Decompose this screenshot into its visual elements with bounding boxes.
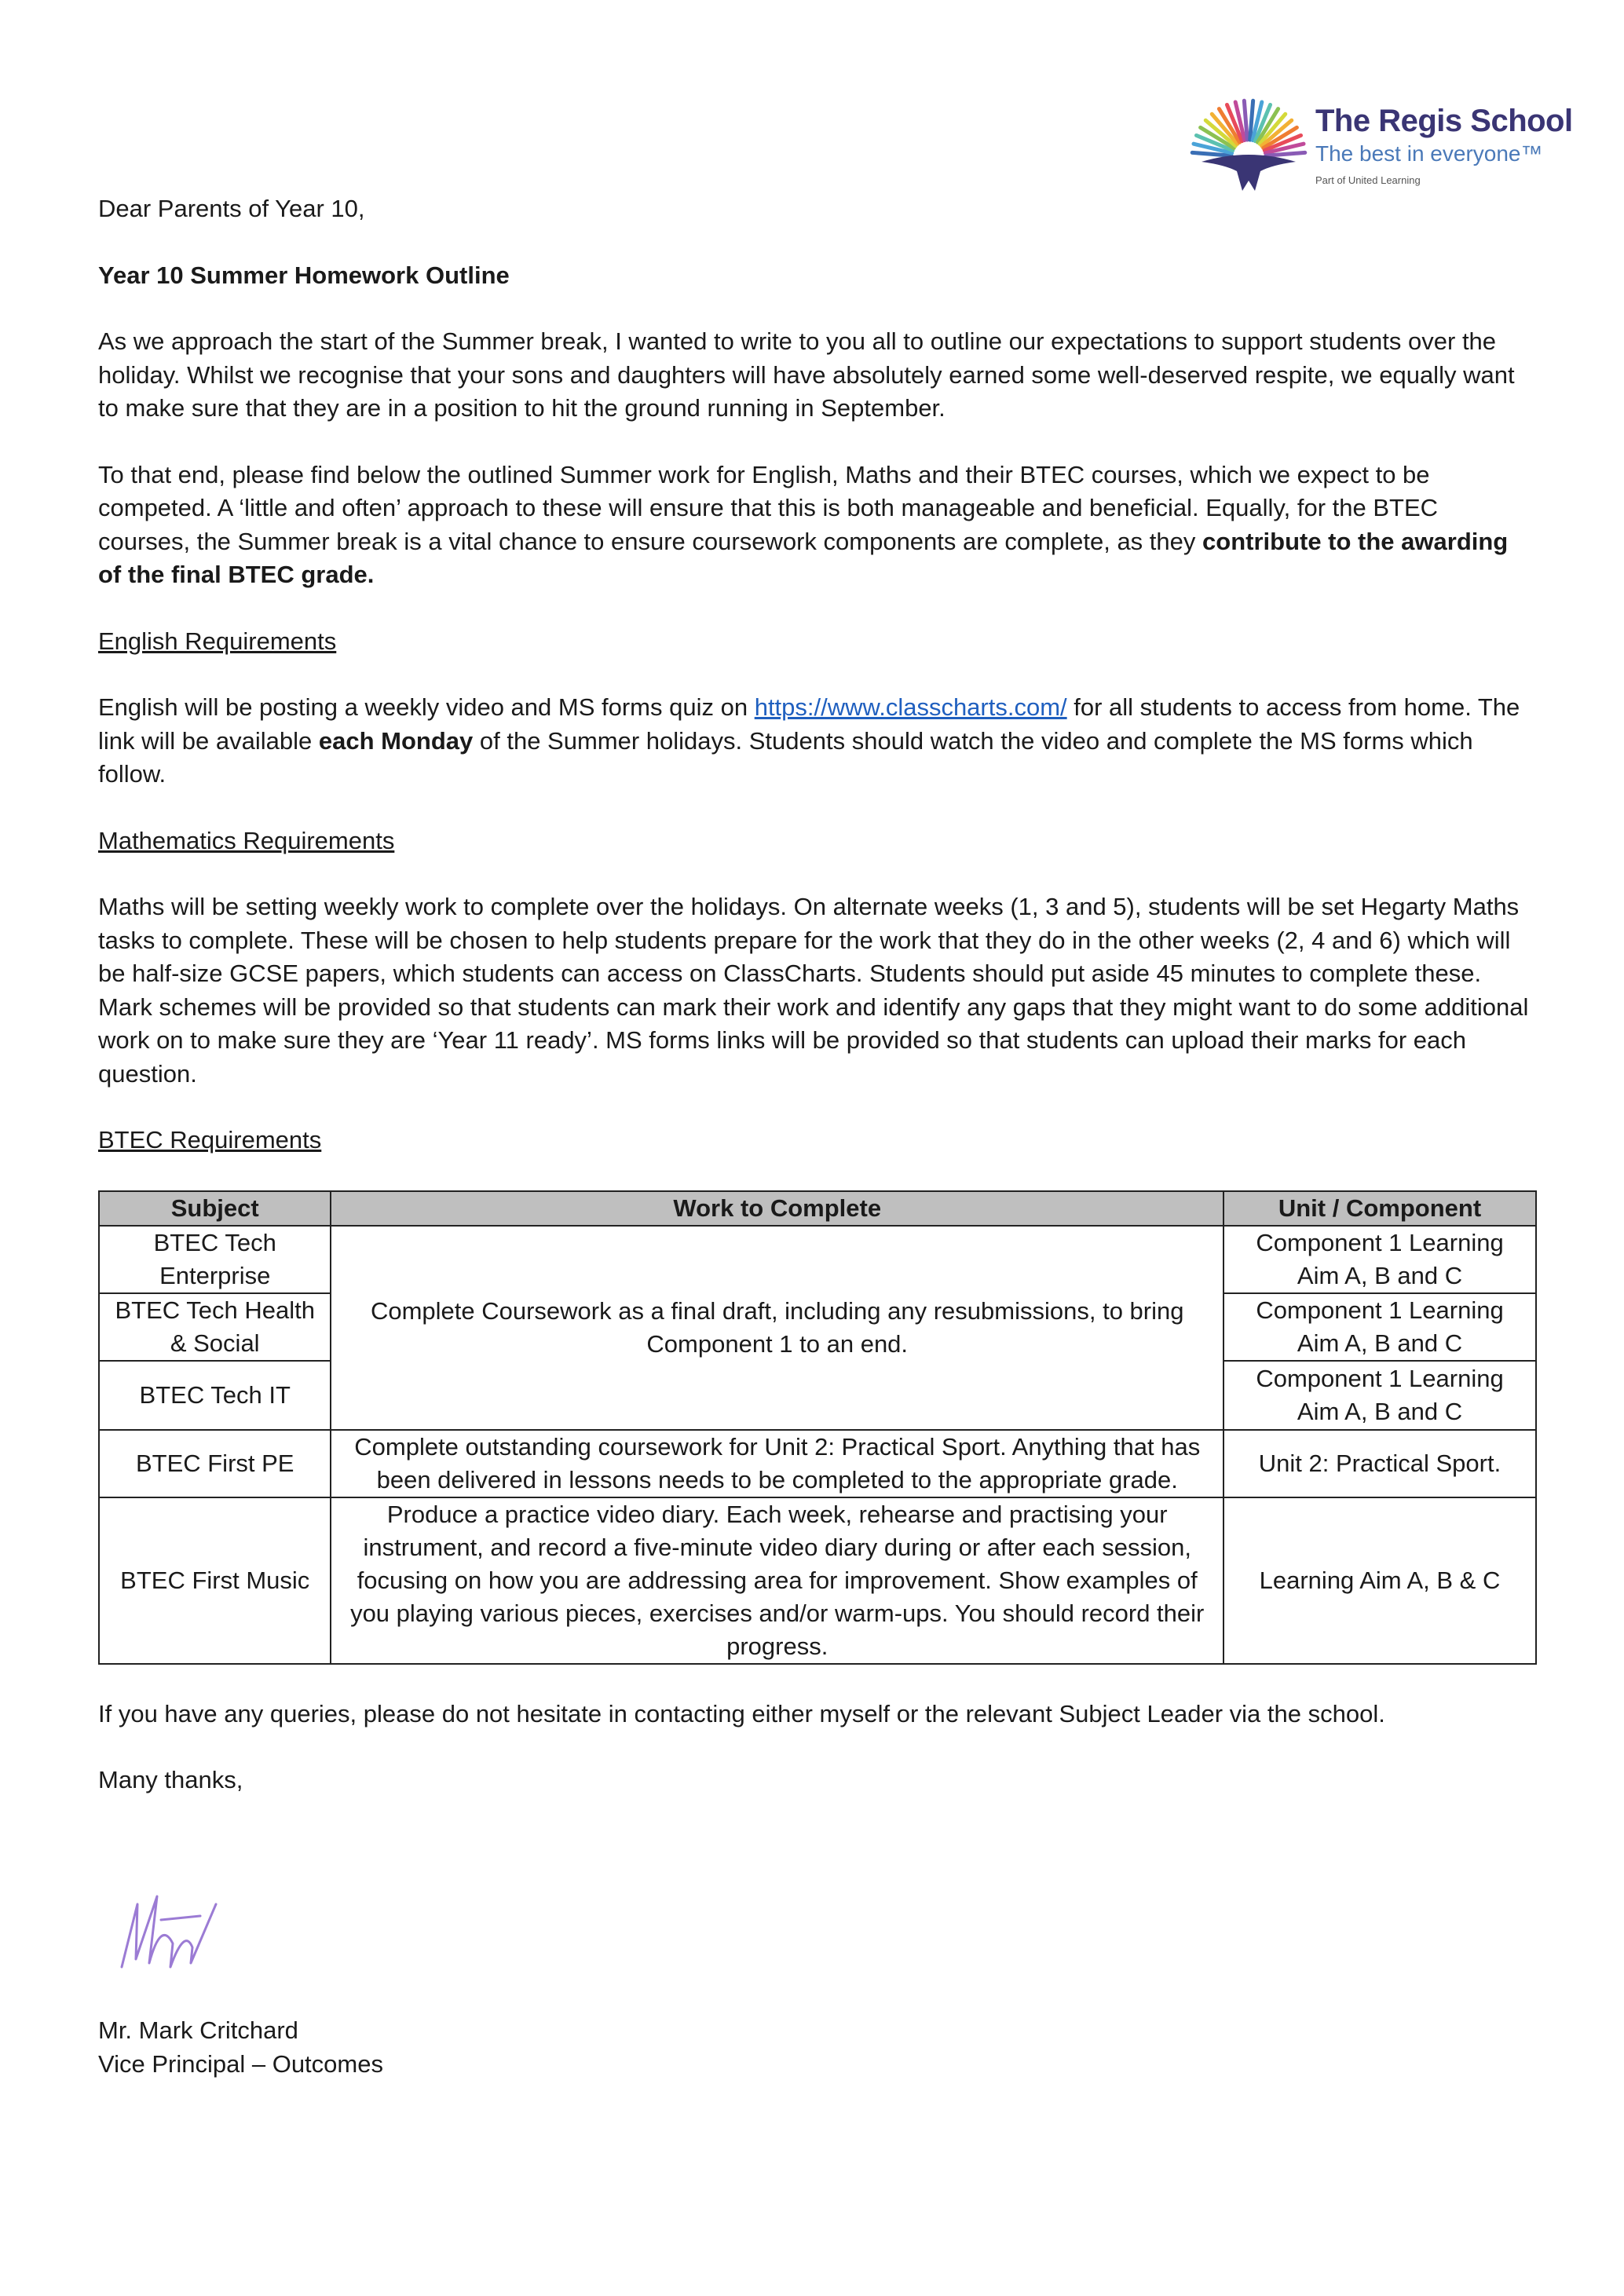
work-cell: Complete outstanding coursework for Unit 2: Practical Sport. Anything that has been delivered in lessons needs to be completed to the appropriate grade. — [331, 1430, 1223, 1497]
work-cell: Produce a practice video diary. Each week, rehearse and practising your instrument, and record a five-minute video diary during or after each session, focusing on how you are addressing area for improvement. Show examples of you playing various pieces, exercises and/or warm-ups. You should record their progress. — [331, 1497, 1223, 1664]
table-row — [99, 1430, 1536, 1497]
logo-subline: Part of United Learning — [1315, 174, 1421, 186]
maths-paragraph: Maths will be setting weekly work to complete over the holidays. On alternate weeks (1, 3 and 5), students will be set Hegarty Maths tasks to complete. These will be chosen to help students prepare for the work that they do in the other weeks (2, 4 and 6) which will be half-size GCSE papers, which students can access on ClassCharts. Students should put aside 45 minutes to complete these. Mark schemes will be provided so that students can mark their work and identify any gaps that they might want to do some additional work on to make sure they are ‘Year 11 ready’. MS forms links will be provided so that students can upload their marks for each question. — [98, 893, 1529, 1088]
subject-cell: BTEC Tech IT — [99, 1361, 331, 1430]
english-bold: each Monday — [318, 726, 474, 755]
summer-work-text: To that end, please find below the outlined Summer work for English, Maths and their BTEC courses, which we expect to be competed. A ‘little and often’ approach to these will ensure that this is both manageable and beneficial. Equally, for the BTEC courses, the Summer break is a vital chance to ensure coursework components are complete, as they — [98, 460, 1439, 555]
subject-cell: BTEC First PE — [99, 1430, 331, 1497]
unit-cell: Component 1 Learning Aim A, B and C — [1223, 1293, 1536, 1361]
signer-role: Vice Principal – Outcomes — [98, 2049, 383, 2078]
letter-title: Year 10 Summer Homework Outline — [98, 261, 510, 289]
classcharts-link[interactable]: https://www.classcharts.com/ — [754, 693, 1067, 721]
header-subject: Subject — [99, 1191, 331, 1226]
rainbow-bird-icon — [1186, 93, 1311, 199]
table-header-row — [99, 1191, 1536, 1226]
work-cell-merged: Complete Coursework as a final draft, including any resubmissions, to bring Component 1 to an end. — [331, 1226, 1223, 1430]
closing-paragraph: If you have any queries, please do not hesitate in contacting either myself or the relevant Subject Leader via the school. — [98, 1699, 1385, 1727]
logo-school-name: The Regis School — [1315, 104, 1573, 138]
english-paragraph — [98, 691, 1535, 792]
table-row — [99, 1226, 1536, 1293]
signer-name: Mr. Mark Critchard — [98, 2016, 298, 2044]
english-text-1: English will be posting a weekly video and MS forms quiz on — [98, 693, 755, 721]
english-text-2: for all students to access from home. The link will be available — [98, 693, 1520, 755]
subject-cell: BTEC Tech Enterprise — [99, 1226, 331, 1293]
header-unit: Unit / Component — [1223, 1191, 1536, 1226]
subject-cell: BTEC First Music — [99, 1497, 331, 1664]
english-heading: English Requirements — [98, 627, 337, 655]
summer-work-bold: contribute to the awarding of the final BTEC grade. — [98, 527, 1509, 588]
handwritten-signature — [114, 1873, 247, 1991]
letter-body — [98, 192, 1535, 1830]
btec-table — [98, 1190, 1537, 1665]
maths-heading: Mathematics Requirements — [98, 826, 395, 854]
salutation: Dear Parents of Year 10, — [98, 195, 365, 222]
logo-tagline: The best in everyone™ — [1315, 141, 1543, 166]
unit-cell: Learning Aim A, B & C — [1223, 1497, 1536, 1664]
table-row — [99, 1497, 1536, 1664]
subject-cell: BTEC Tech Health & Social — [99, 1293, 331, 1361]
intro-paragraph: As we approach the start of the Summer break, I wanted to write to you all to outline our expectations to support students over the holiday. Whilst we recognise that your sons and daughters will have absolutely earned some well-deserved respite, we equally want to make sure that they are in a position to hit the ground running in September. — [98, 327, 1515, 422]
sign-off: Many thanks, — [98, 1766, 243, 1793]
signature-block — [98, 2014, 383, 2081]
school-logo — [1186, 93, 1573, 199]
unit-cell: Unit 2: Practical Sport. — [1223, 1430, 1536, 1497]
unit-cell: Component 1 Learning Aim A, B and C — [1223, 1361, 1536, 1430]
english-text-3: of the Summer holidays. Students should watch the video and complete the MS forms which follow. — [98, 726, 1473, 788]
btec-heading: BTEC Requirements — [98, 1126, 322, 1153]
unit-cell: Component 1 Learning Aim A, B and C — [1223, 1226, 1536, 1293]
header-work: Work to Complete — [331, 1191, 1223, 1226]
summer-work-paragraph — [98, 459, 1535, 592]
